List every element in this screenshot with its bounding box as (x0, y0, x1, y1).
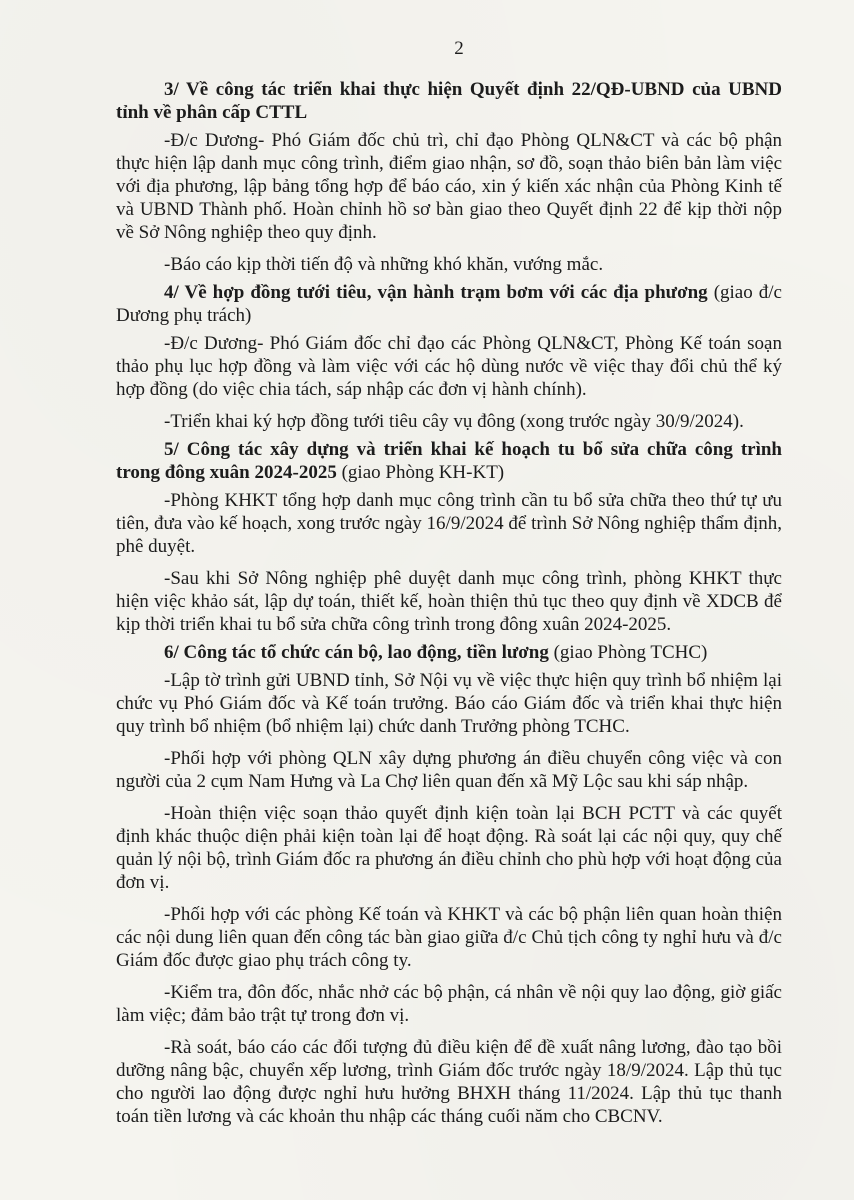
section-heading-title: 4/ Về hợp đồng tưới tiêu, vận hành trạm bơm với các địa phương (164, 282, 708, 303)
paragraph: -Hoàn thiện việc soạn thảo quyết định kiện toàn lại BCH PCTT và các quyết định khác thuộc diện phải kiện toàn lại để hoạt động. Rà soát lại các nội quy, quy chế quản lý nội bộ, trình Giám đốc ra phương án điều chỉnh cho phù hợp với hoạt động của đơn vị. (116, 803, 782, 893)
section-heading-title: 5/ Công tác xây dựng và triển khai kế hoạch tu bổ sửa chữa công trình trong đông xuân 2024-2025 (116, 439, 782, 483)
paragraph: -Đ/c Dương- Phó Giám đốc chủ trì, chỉ đạo Phòng QLN&CT và các bộ phận thực hiện lập danh mục công trình, điểm giao nhận, sơ đồ, soạn thảo biên bản làm việc với địa phương, lập bảng tổng hợp để báo cáo, xin ý kiến xác nhận của Phòng Kinh tế và UBND Thành phố. Hoàn chỉnh hồ sơ bàn giao theo Quyết định 22 để kịp thời nộp về Sở Nông nghiệp theo quy định. (116, 130, 782, 243)
paragraph: -Rà soát, báo cáo các đối tượng đủ điều kiện để đề xuất nâng lương, đào tạo bồi dưỡng nâng bậc, chuyển xếp lương, trình Giám đốc trước ngày 18/9/2024. Lập thủ tục cho người lao động được nghỉ hưu hưởng BHXH tháng 11/2024. Lập thủ tục thanh toán tiền lương và các khoản thu nhập các tháng cuối năm cho CBCNV. (116, 1037, 782, 1127)
paragraph: -Sau khi Sở Nông nghiệp phê duyệt danh mục công trình, phòng KHKT thực hiện việc khảo sát, lập dự toán, thiết kế, hoàn thiện thủ tục theo quy định về XDCB để kịp thời triển khai tu bổ sửa chữa công trình trong đông xuân 2024-2025. (116, 568, 782, 635)
paragraph: -Phối hợp với phòng QLN xây dựng phương án điều chuyển công việc và con người của 2 cụm Nam Hưng và La Chợ liên quan đến xã Mỹ Lộc sau khi sáp nhập. (116, 748, 782, 792)
section-3 (116, 78, 782, 276)
page-number: 2 (454, 38, 464, 59)
paragraph: -Kiểm tra, đôn đốc, nhắc nhở các bộ phận, cá nhân về nội quy lao động, giờ giấc làm việc; đảm bảo trật tự trong đơn vị. (116, 982, 782, 1026)
paragraph: -Đ/c Dương- Phó Giám đốc chỉ đạo các Phòng QLN&CT, Phòng Kế toán soạn thảo phụ lục hợp đồng và làm việc với các hộ dùng nước về việc thay đổi chủ thể ký hợp đồng (do việc chia tách, sáp nhập các đơn vị hành chính). (116, 333, 782, 400)
section-6 (116, 641, 782, 1128)
document-body (116, 78, 782, 1128)
section-5 (116, 438, 782, 636)
section-4 (116, 281, 782, 433)
section-heading-title: 3/ Về công tác triển khai thực hiện Quyết định 22/QĐ-UBND của UBND tỉnh về phân cấp CTTL (116, 79, 782, 123)
section-heading (116, 641, 782, 664)
section-heading-note: (giao Phòng KH-KT) (336, 462, 505, 483)
section-heading (116, 281, 782, 327)
paragraph: -Phòng KHKT tổng hợp danh mục công trình cần tu bổ sửa chữa theo thứ tự ưu tiên, đưa vào kế hoạch, xong trước ngày 16/9/2024 để trình Sở Nông nghiệp thẩm định, phê duyệt. (116, 490, 782, 557)
section-heading-note: (giao Phòng TCHC) (548, 642, 708, 663)
paragraph: -Báo cáo kịp thời tiến độ và những khó khăn, vướng mắc. (164, 254, 604, 275)
section-heading-title: 6/ Công tác tổ chức cán bộ, lao động, tiền lương (164, 642, 549, 663)
section-heading (116, 78, 782, 124)
section-heading-note: (giao đ/c Dương phụ trách) (116, 282, 782, 326)
paragraph: -Triển khai ký hợp đồng tưới tiêu cây vụ đông (xong trước ngày 30/9/2024). (164, 411, 744, 432)
paragraph: -Lập tờ trình gửi UBND tỉnh, Sở Nội vụ về việc thực hiện quy trình bổ nhiệm lại chức vụ Phó Giám đốc và Kế toán trưởng. Báo cáo Giám đốc và triển khai thực hiện quy trình bổ nhiệm (bổ nhiệm lại) chức danh Trưởng phòng TCHC. (116, 670, 782, 737)
section-heading (116, 438, 782, 484)
paragraph: -Phối hợp với các phòng Kế toán và KHKT và các bộ phận liên quan hoàn thiện các nội dung liên quan đến công tác bàn giao giữa đ/c Chủ tịch công ty nghỉ hưu và đ/c Giám đốc được giao phụ trách công ty. (116, 904, 782, 971)
